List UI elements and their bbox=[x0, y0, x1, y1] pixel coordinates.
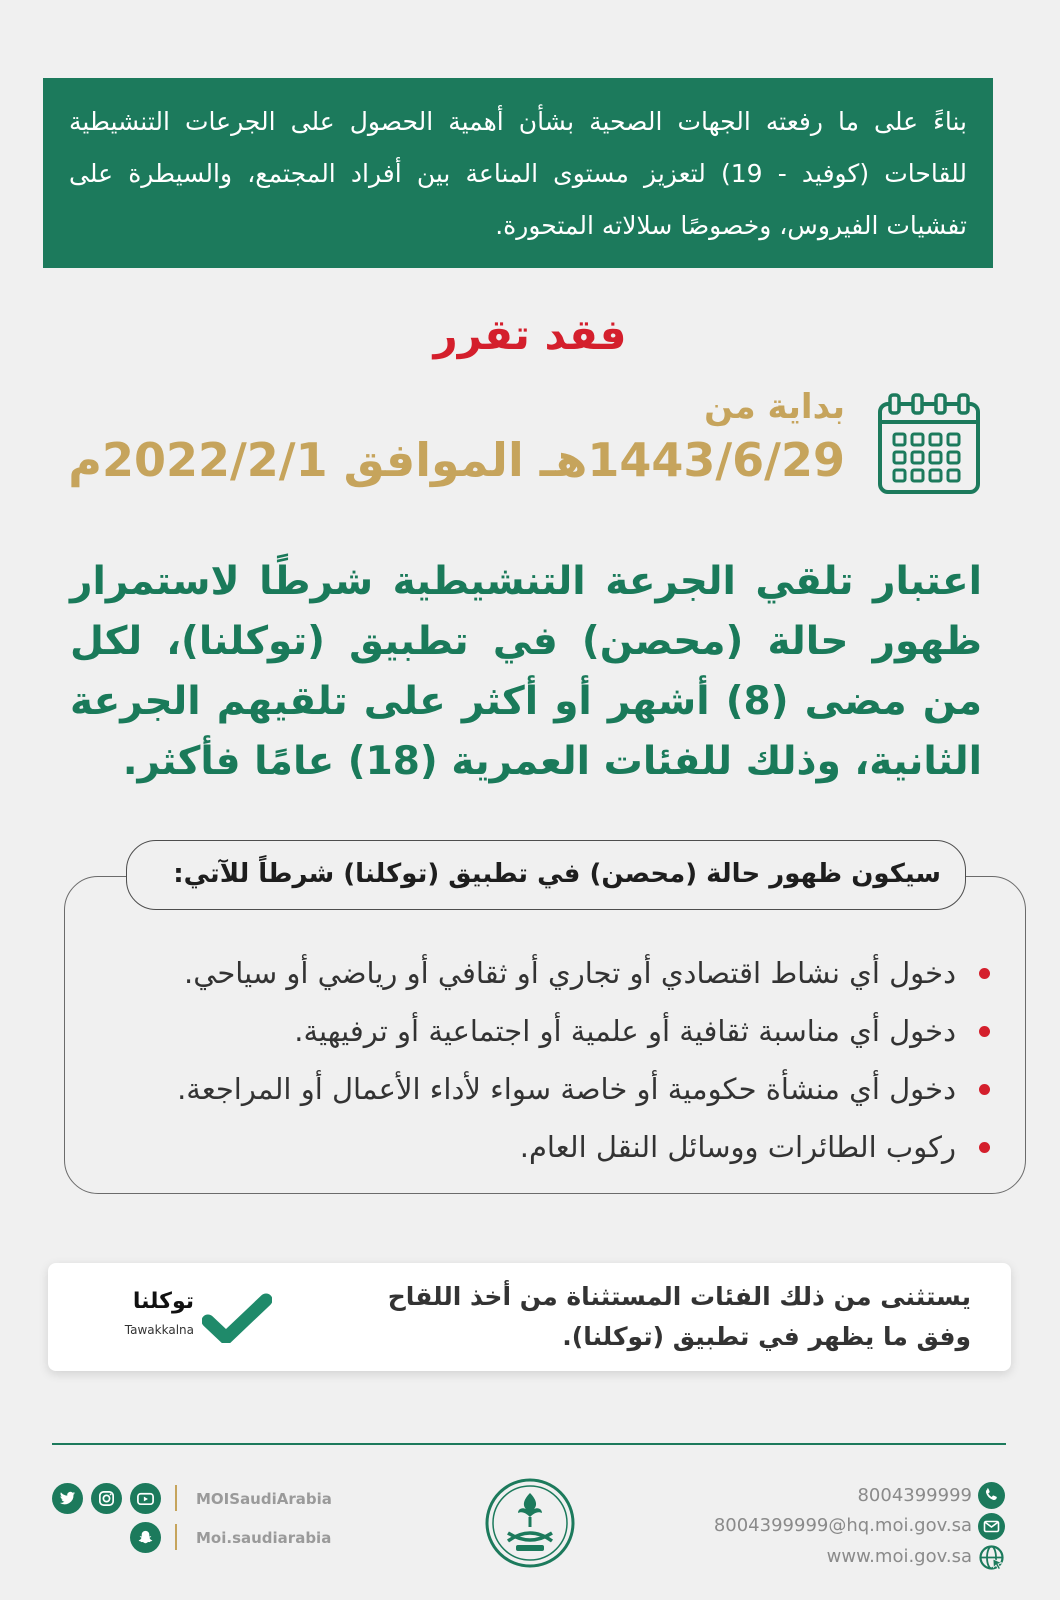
effective-date bbox=[68, 385, 845, 491]
conditions-title: سيكون ظهور حالة (محصن) في تطبيق (توكلنا) شرطاً للآتي: bbox=[126, 840, 966, 910]
calendar-icon bbox=[876, 392, 982, 496]
decision-heading: فقد تقرر bbox=[433, 310, 627, 359]
bullet-dot-icon bbox=[979, 1026, 990, 1037]
date-from-label: بداية من bbox=[704, 387, 845, 427]
footer-divider bbox=[52, 1443, 1006, 1445]
list-item: دخول أي نشاط اقتصادي أو تجاري أو ثقافي أو رياضي أو سياحي. bbox=[130, 944, 990, 1002]
conditions-list bbox=[130, 944, 990, 1176]
list-item: دخول أي مناسبة ثقافية أو علمية أو اجتماعية أو ترفيهية. bbox=[130, 1002, 990, 1060]
intro-text: بناءً على ما رفعته الجهات الصحية بشأن أهمية الحصول على الجرعات التنشيطية للقاحات (كوفيد - 19) لتعزيز مستوى المناعة بين أفراد المجتمع، والسيطرة على تفشيات الفيروس، وخصوصًا سلالاته المتحورة. bbox=[69, 107, 968, 240]
exception-text: يستثنى من ذلك الفئات المستثناة من أخذ اللقاح وفق ما يظهر في تطبيق (توكلنا). bbox=[387, 1282, 971, 1351]
decision-text: اعتبار تلقي الجرعة التنشيطية شرطًا لاستمرار ظهور حالة (محصن) في تطبيق (توكلنا)، لكل من مضى (8) أشهر أو أكثر على تلقيهم الجرعة الثانية، وذلك للفئات العمرية (18) عامًا فأكثر. bbox=[70, 559, 982, 784]
intro-banner bbox=[43, 78, 993, 268]
ministry-emblem-icon bbox=[484, 1477, 576, 1569]
exception-card bbox=[48, 1263, 1011, 1371]
list-item: دخول أي منشأة حكومية أو خاصة سواء لأداء الأعمال أو المراجعة. bbox=[130, 1060, 990, 1118]
snapchat-handle[interactable]: Moi.saudiarabia bbox=[196, 1529, 332, 1547]
instagram-icon[interactable] bbox=[91, 1483, 122, 1514]
social-handle[interactable]: MOISaudiArabia bbox=[196, 1490, 332, 1508]
phone-icon bbox=[978, 1482, 1005, 1509]
social-separator bbox=[175, 1524, 177, 1550]
social-separator bbox=[175, 1485, 177, 1511]
website-url[interactable]: www.moi.gov.sa bbox=[826, 1546, 972, 1567]
web-icon bbox=[978, 1544, 1005, 1571]
email-icon bbox=[978, 1513, 1005, 1540]
tawakkalna-logo-english: Tawakkalna bbox=[124, 1323, 194, 1337]
tawakkalna-logo-arabic: توكلنا bbox=[132, 1289, 194, 1314]
bullet-dot-icon bbox=[979, 1142, 990, 1153]
email-address[interactable]: 8004399999@hq.moi.gov.sa bbox=[713, 1515, 972, 1536]
bullet-dot-icon bbox=[979, 968, 990, 979]
date-value: 1443/6/29هـ الموافق 2022/2/1م bbox=[68, 433, 845, 487]
list-item: ركوب الطائرات ووسائل النقل العام. bbox=[130, 1118, 990, 1176]
bullet-dot-icon bbox=[979, 1084, 990, 1095]
youtube-icon[interactable] bbox=[130, 1483, 161, 1514]
tawakkalna-logo-icon bbox=[202, 1291, 272, 1343]
twitter-icon[interactable] bbox=[52, 1483, 83, 1514]
phone-number[interactable]: 8004399999 bbox=[857, 1485, 972, 1506]
snapchat-icon[interactable] bbox=[130, 1522, 161, 1553]
